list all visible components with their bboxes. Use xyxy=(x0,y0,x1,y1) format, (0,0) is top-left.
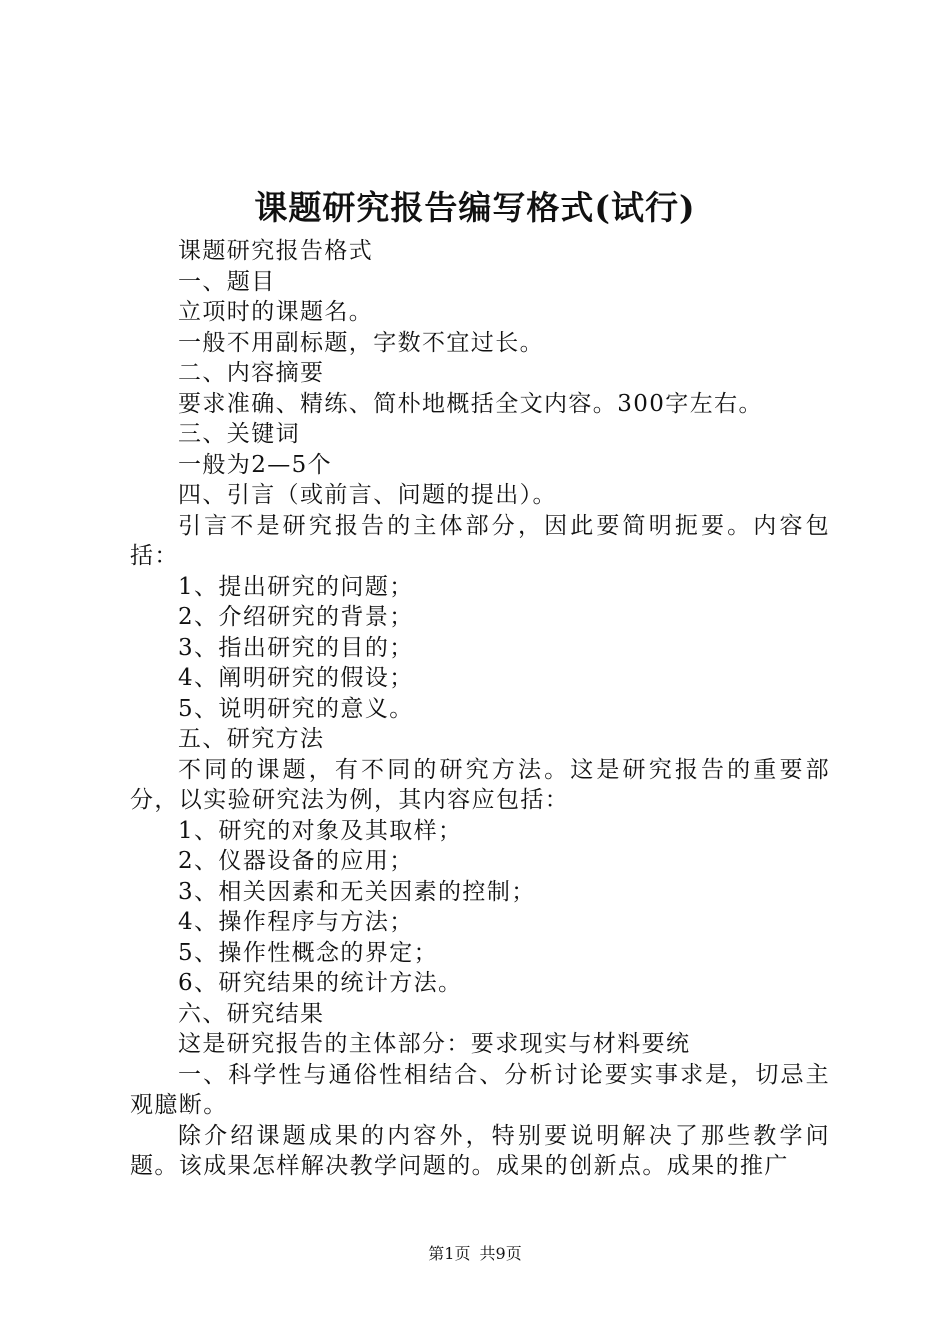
paragraph-heading-title: 一、题目 xyxy=(178,268,276,295)
paragraph-heading-introduction: 四、引言（或前言、问题的提出）。 xyxy=(178,482,557,508)
paragraph-heading-abstract: 二、内容摘要 xyxy=(178,360,325,386)
document-body xyxy=(130,236,830,1182)
paragraph: 除介绍课题成果的内容外，特别要说明解决了那些教学问题。该成果怎样解决教学问题的。成果的创新点。成果的推广 xyxy=(130,1122,830,1179)
list-item: 3、相关因素和无关因素的控制； xyxy=(178,878,536,905)
list-item: 1、提出研究的问题； xyxy=(178,573,414,600)
list-item: 2、介绍研究的背景； xyxy=(178,604,414,630)
paragraph-heading-results: 六、研究结果 xyxy=(178,1000,325,1027)
list-item: 1、研究的对象及其取样； xyxy=(178,817,463,844)
list-item: 3、指出研究的目的； xyxy=(178,634,414,661)
paragraph: 不同的课题，有不同的研究方法。这是研究报告的重要部分，以实验研究法为例，其内容应包括： xyxy=(130,756,830,813)
paragraph: 一般不用副标题，字数不宜过长。 xyxy=(178,329,544,356)
list-item: 6、研究结果的统计方法。 xyxy=(178,970,463,996)
paragraph-heading-keywords: 三、关键词 xyxy=(178,421,300,447)
list-item: 4、阐明研究的假设； xyxy=(178,665,414,691)
paragraph: 引言不是研究报告的主体部分，因此要简明扼要。内容包括： xyxy=(130,512,830,569)
paragraph: 这是研究报告的主体部分：要求现实与材料要统 xyxy=(178,1031,691,1057)
paragraph: 一、科学性与通俗性相结合、分析讨论要实事求是，切忌主观臆断。 xyxy=(130,1061,830,1118)
document-title: 课题研究报告编写格式(试行) xyxy=(254,188,696,227)
paragraph: 立项时的课题名。 xyxy=(178,299,374,325)
page-total: 共9页 xyxy=(479,1244,522,1263)
list-item: 2、仪器设备的应用； xyxy=(178,848,414,874)
page-number: 第1页 xyxy=(428,1244,471,1263)
page-footer xyxy=(0,1243,950,1265)
list-item: 5、操作性概念的界定； xyxy=(178,939,439,966)
paragraph: 一般为2—5个 xyxy=(178,451,333,478)
list-item: 4、操作程序与方法； xyxy=(178,909,414,935)
paragraph-section-heading: 课题研究报告格式 xyxy=(178,238,374,264)
list-item: 5、说明研究的意义。 xyxy=(178,695,414,722)
paragraph-heading-methods: 五、研究方法 xyxy=(178,726,325,752)
paragraph: 要求准确、精练、简朴地概括全文内容。300字左右。 xyxy=(178,390,763,417)
